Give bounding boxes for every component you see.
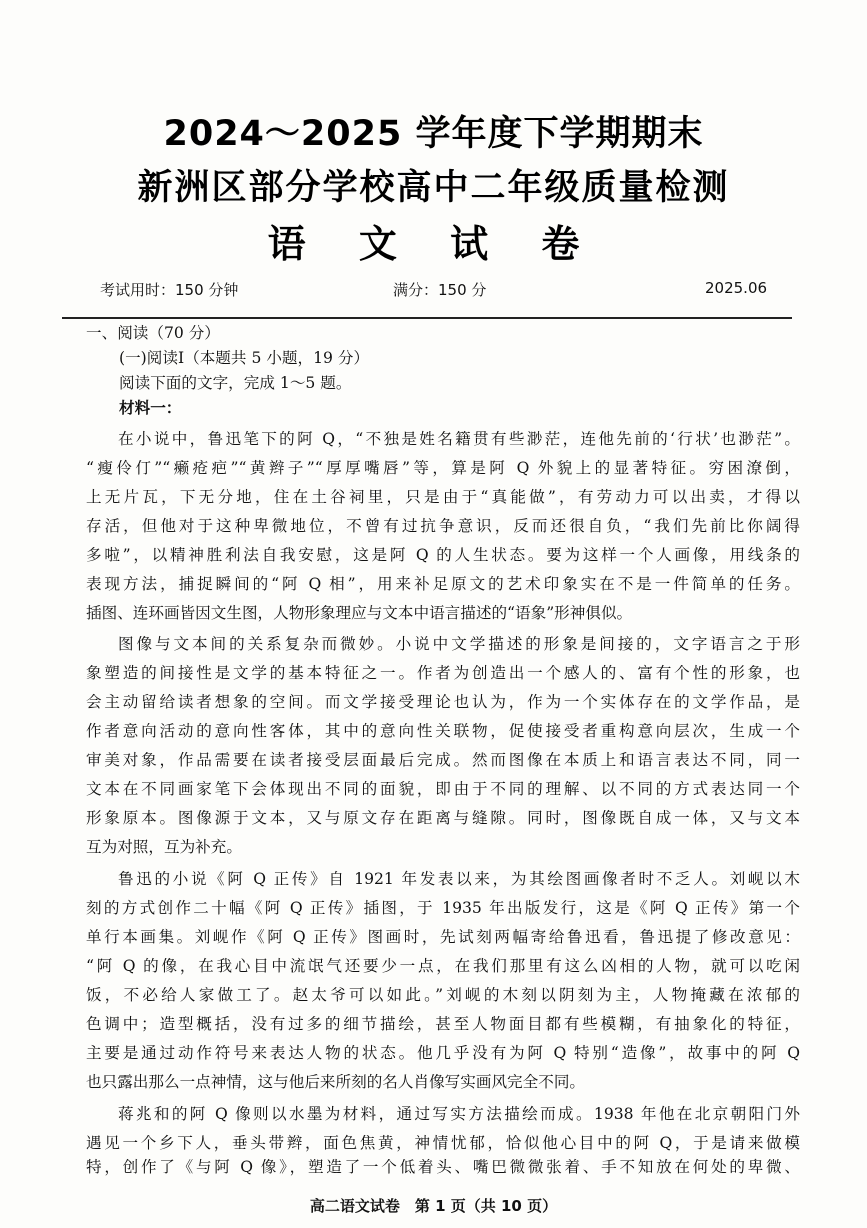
- page-footer: 高二语文试卷 第 1 页（共 10 页）: [309, 1197, 558, 1215]
- section-heading: 一、阅读（70 分）: [86, 324, 220, 342]
- exam-date: 2025.06: [705, 279, 768, 297]
- header-divider: [62, 317, 792, 319]
- sub-section-heading: (一)阅读Ⅰ（本题共 5 小题，19 分）: [119, 349, 370, 367]
- body-line: 象塑造的间接性是文学的基本特征之一。作者为创造出一个感人的、富有个性的形象，也: [86, 664, 800, 682]
- body-line: 文本在不同画家笔下会体现出不同的面貌，即由于不同的理解、以不同的方式表达同一个: [86, 780, 800, 798]
- body-line: “瘦伶仃”“癞疮疤”“黄辫子”“厚厚嘴唇”等，算是阿 Q 外貌上的显著特征。穷困潦倒，: [86, 459, 800, 477]
- body-line: 色调中；造型概括，没有过多的细节描绘，甚至人物面目都有些模糊，有抽象化的特征，: [86, 1015, 800, 1033]
- exam-title-line2: 新洲区部分学校高中二年级质量检测: [137, 168, 730, 208]
- body-line: 插图、连环画皆因文生图，人物形象理应与文本中语言描述的“语象”形神俱似。: [86, 604, 633, 622]
- body-line: 上无片瓦，下无分地，住在土谷祠里，只是由于“真能做”，有劳动力可以出卖，才得以: [86, 488, 800, 506]
- body-line: 互为对照，互为补充。: [86, 838, 242, 856]
- body-line: 在小说中，鲁迅笔下的阿 Q，“不独是姓名籍贯有些渺茫，连他先前的‘行状’也渺茫”。: [118, 430, 800, 448]
- exam-subject-title: 语 文 试 卷: [267, 222, 600, 266]
- exam-title-line1: 2024～2025 学年度下学期期末: [163, 114, 704, 154]
- body-line: 图像与文本间的关系复杂而微妙。小说中文学描述的形象是间接的，文字语言之于形: [118, 635, 800, 653]
- body-line: 遇见一个乡下人，垂头带辫，面色焦黄，神情忧郁，恰似他心目中的阿 Q，于是请来做模: [86, 1134, 800, 1152]
- body-line: 会主动留给读者想象的空间。而文学接受理论也认为，作为一个实体存在的文学作品，是: [86, 693, 800, 711]
- body-line: 审美对象，作品需要在读者接受层面最后完成。然而图像在本质上和语言表达不同，同一: [86, 751, 800, 769]
- body-line: 作者意向活动的意向性客体，其中的意向性关联物，促使接受者重构意向层次，生成一个: [86, 722, 800, 740]
- body-line: 蒋兆和的阿 Q 像则以水墨为材料，通过写实方法描绘而成。1938 年他在北京朝阳门外: [118, 1105, 800, 1123]
- body-line: 也只露出那么一点神情，这与他后来所刻的名人肖像写实画风完全不同。: [86, 1073, 586, 1091]
- body-line: 单行本画集。刘岘作《阿 Q 正传》图画时，先试刻两幅寄给鲁迅看，鲁迅提了修改意见：: [86, 928, 800, 946]
- body-line: 多啦”，以精神胜利法自我安慰，这是阿 Q 的人生状态。要为这样一个人画像，用线条的: [86, 546, 800, 564]
- body-line: 特，创作了《与阿 Q 像》，塑造了一个低着头、嘴巴微微张着、手不知放在何处的卑微、: [86, 1158, 800, 1176]
- body-line: 主要是通过动作符号来表达人物的状态。他几乎没有为阿 Q 特别“造像”，故事中的阿 Q: [86, 1044, 800, 1062]
- body-line: 饭，不必给人家做工了。赵太爷可以如此。”刘岘的木刻以阴刻为主，人物掩藏在浓郁的: [86, 986, 800, 1004]
- body-line: 存活，但他对于这种卑微地位，不曾有过抗争意识，反而还很自负，“我们先前比你阔得: [86, 517, 800, 535]
- body-line: 刻的方式创作二十幅《阿 Q 正传》插图，于 1935 年出版发行，这是《阿 Q 正传》第一个: [86, 899, 800, 917]
- body-line: 表现方法，捕捉瞬间的“阿 Q 相”，用来补足原文的艺术印象实在不是一件简单的任务。: [86, 575, 800, 593]
- exam-time: 考试用时：150 分钟: [100, 281, 239, 299]
- body-line: 形象原本。图像源于文本，又与原文存在距离与缝隙。同时，图像既自成一体，又与文本: [86, 809, 800, 827]
- instruction: 阅读下面的文字，完成 1～5 题。: [119, 374, 352, 392]
- body-line: “阿 Q 的像，在我心目中流氓气还要少一点，在我们那里有这么凶相的人物，就可以吃闲: [86, 957, 800, 975]
- material-label: 材料一：: [119, 399, 182, 417]
- body-line: 鲁迅的小说《阿 Q 正传》自 1921 年发表以来，为其绘图画像者时不乏人。刘岘以木: [118, 870, 800, 888]
- full-score: 满分：150 分: [393, 281, 487, 299]
